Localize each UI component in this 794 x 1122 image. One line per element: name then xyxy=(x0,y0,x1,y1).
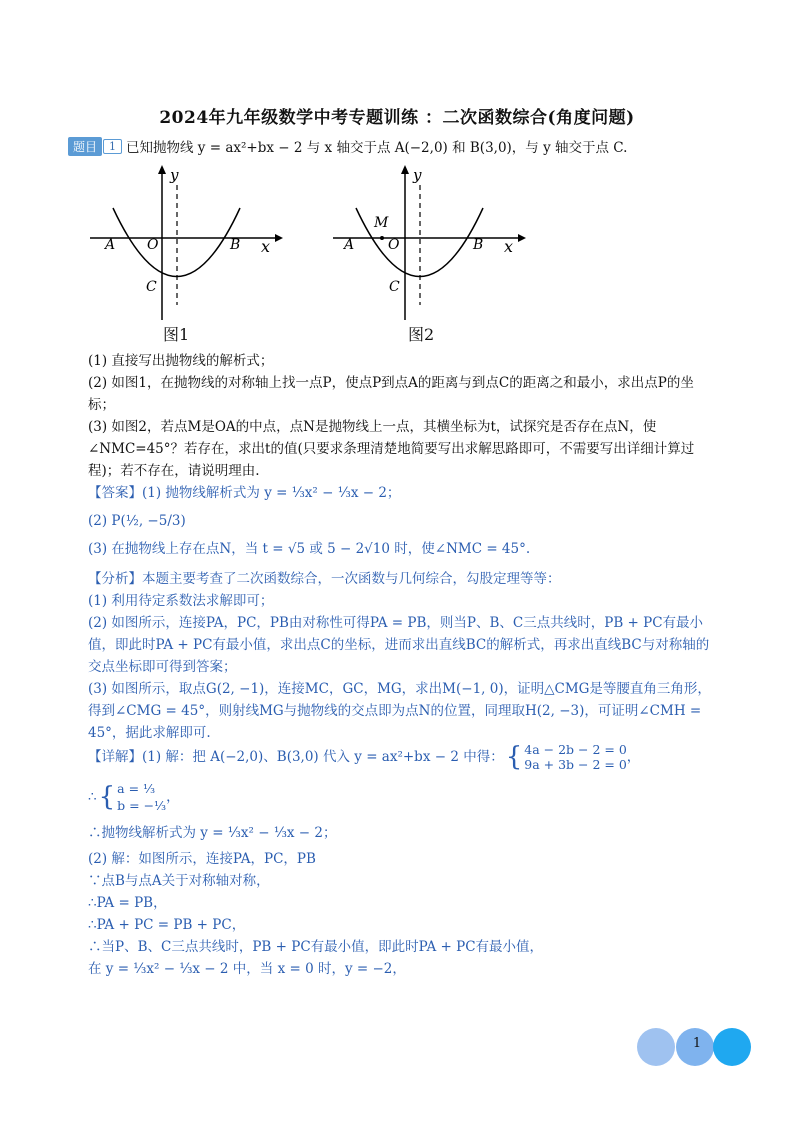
part-1: (1) 直接写出抛物线的解析式； xyxy=(88,353,274,369)
detail-l4: (2) 解：如图所示，连接PA，PC，PB xyxy=(88,851,316,867)
fig2-x-label: x xyxy=(504,237,514,256)
page-title: 2024年九年级数学中考专题训练 ：二次函数综合(角度问题) xyxy=(159,108,635,128)
analysis-intro: 本题主要考查了二次函数综合，一次函数与几何综合，勾股定理等等： xyxy=(142,571,561,587)
fig2-label-o: O xyxy=(388,237,400,253)
system-1-eq-2: 9a + 3b − 2 = 0 xyxy=(524,757,627,772)
question-number: 1 xyxy=(103,139,122,154)
system-2-eq-2: b = −⅓ xyxy=(117,798,167,813)
analysis-step-2: (2) 如图所示，连接PA，PC，PB由对称性可得PA = PB，则当P、B、C三点共线时，PB + PC有最小值，即此时PA + PC有最小值，求出点C的坐标，进而求出直线BC的解析式，再求出直线BC与对称轴的交点坐标即可得到答案； xyxy=(88,615,710,675)
page-dot-right xyxy=(713,1028,751,1066)
analysis-tag: 【分析】 xyxy=(88,571,142,587)
system-2-end: ， xyxy=(166,789,180,805)
detail-line-1: 【详解】 (1) 解：把 A(−2,0)、B(3,0) 代入 y = ax²+bx − 2 中得： { 4a − 2b − 2 = 0 9a + 3b − 2 = 0 ， xyxy=(88,742,641,772)
question-stem: 已知抛物线 y = ax²+bx − 2 与 x 轴交于点 A(−2,0) 和 B(3,0)，与 y 轴交于点 C. xyxy=(126,140,628,156)
analysis-section xyxy=(88,568,718,744)
detail-l6: ∴PA = PB， xyxy=(88,895,167,911)
fig2-label-m: M xyxy=(374,215,389,231)
figure-2-caption: 图2 xyxy=(408,325,435,344)
fig1-label-o: O xyxy=(147,237,159,253)
fig2-label-b: B xyxy=(473,237,484,253)
question-stem-line xyxy=(68,136,627,156)
answer-tag: 【答案】 xyxy=(88,485,142,501)
answer-2: (2) P(½, −5/3) xyxy=(88,513,186,529)
detail-l9: 在 y = ⅓x² − ⅓x − 2 中，当 x = 0 时，y = −2， xyxy=(88,961,406,977)
question-badge: 题目 xyxy=(68,137,102,156)
fig2-y-label: y xyxy=(413,166,422,184)
fig2-label-a: A xyxy=(344,237,355,253)
figure-1-caption: 图1 xyxy=(163,325,190,344)
page-dot-left xyxy=(637,1028,675,1066)
system-1-eq-1: 4a − 2b − 2 = 0 xyxy=(524,742,627,757)
fig1-label-a: A xyxy=(105,237,116,253)
detail-line-2: ∴ { a = ⅓ b = −⅓ ， xyxy=(88,781,180,813)
fig1-x-label: x xyxy=(261,237,271,256)
answer-section xyxy=(88,482,718,560)
answer-1: (1) 抛物线解析式为 y = ⅓x² − ⅓x − 2； xyxy=(142,485,401,501)
answer-3: (3) 在抛物线上存在点N，当 t = √5 或 5 − 2√10 时，使∠NMC = 45°. xyxy=(88,541,531,557)
fig1-label-b: B xyxy=(230,237,241,253)
page-number: 1 xyxy=(692,1036,702,1051)
detail-section xyxy=(88,742,718,980)
detail-l1: (1) 解：把 A(−2,0)、B(3,0) 代入 y = ax²+bx − 2 中得： xyxy=(142,749,504,765)
detail-l7: ∴PA + PC = PB + PC， xyxy=(88,917,246,933)
analysis-step-1: (1) 利用待定系数法求解即可； xyxy=(88,593,274,609)
detail-l8: ∴当P、B、C三点共线时，PB + PC有最小值，即此时PA + PC有最小值， xyxy=(88,939,544,955)
question-parts xyxy=(88,350,718,482)
fig1-y-label: y xyxy=(170,166,179,184)
system-1-end: ， xyxy=(626,749,641,765)
detail-tag: 【详解】 xyxy=(88,749,142,765)
system-2-eq-1: a = ⅓ xyxy=(117,781,156,796)
detail-l2-prefix: ∴ xyxy=(88,789,97,805)
detail-l3: ∴抛物线解析式为 y = ⅓x² − ⅓x − 2； xyxy=(88,825,337,841)
fig2-label-c: C xyxy=(389,279,400,295)
fig1-label-c: C xyxy=(146,279,157,295)
detail-l5: ∵点B与点A关于对称轴对称， xyxy=(88,873,270,889)
figure-1 xyxy=(85,160,285,325)
part-2: (2) 如图1，在抛物线的对称轴上找一点P，使点P到点A的距离与到点C的距离之和最小，求出点P的坐标； xyxy=(88,375,694,413)
part-3: (3) 如图2，若点M是OA的中点，点N是抛物线上一点，其横坐标为t，试探究是否存在点N，使∠NMC=45°？若存在，求出t的值(只要求条理清楚地简要写出求解思路即可，不需要写出详细计算过程)；若不存在，请说明理由. xyxy=(88,419,695,479)
figure-2 xyxy=(328,160,528,325)
analysis-step-3: (3) 如图所示，取点G(2, −1)，连接MC，GC，MG，求出M(−1, 0)，证明△CMG是等腰直角三角形，得到∠CMG = 45°，则射线MG与抛物线的交点即为点N的位置，同理取H(2, −3)，可证明∠CMH = 45°，据此求解即可. xyxy=(88,681,711,741)
